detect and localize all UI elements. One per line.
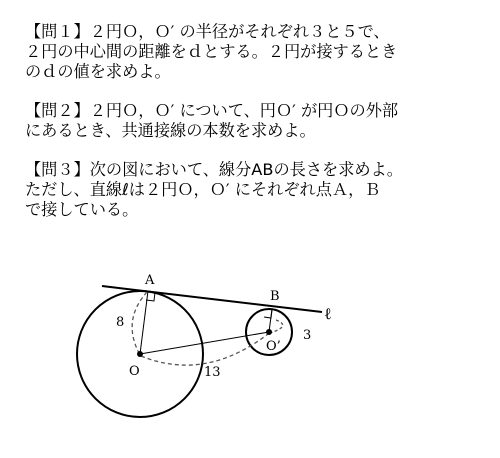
tangent-line bbox=[102, 286, 322, 312]
label-point-b: B bbox=[270, 289, 280, 304]
label-point-a: A bbox=[145, 273, 155, 288]
radius-3-brace bbox=[270, 320, 283, 333]
problem-3-line-2: ただし、直線ℓは２円Ｏ，Ｏ′ にそれぞれ点Ａ，Ｂ bbox=[25, 180, 381, 199]
label-line-l: ℓ bbox=[324, 304, 332, 323]
problem-1-line-2: ２円の中心間の距離をｄとする。２円が接するとき bbox=[25, 42, 398, 61]
center-o-prime-dot bbox=[266, 329, 272, 335]
problem-1-line-1: 【問１】２円Ｏ，Ｏ′ の半径がそれぞれ３と５で、 bbox=[25, 22, 390, 41]
problem-3-line-3: で接している。 bbox=[25, 200, 139, 219]
problem-1-line-3: のｄの値を求めよ。 bbox=[25, 62, 171, 81]
problem-2-line-1: 【問２】２円Ｏ，Ｏ′ について、円Ｏ′ が円Ｏの外部 bbox=[25, 101, 399, 120]
problem-2-line-2: にあるとき、共通接線の本数を求めよ。 bbox=[25, 121, 316, 140]
distance-13-brace bbox=[141, 334, 268, 365]
radius-8-brace bbox=[132, 292, 147, 353]
problem-3-line-1: 【問３】次の図において、線分ABの長さを求めよ。 bbox=[25, 160, 403, 179]
label-center-o: O bbox=[129, 364, 140, 379]
label-center-o-prime: O’ bbox=[266, 339, 281, 354]
label-radius-3: 3 bbox=[303, 328, 312, 343]
right-angle-mark-b bbox=[264, 310, 272, 318]
label-radius-8: 8 bbox=[116, 315, 125, 330]
label-distance-13: 13 bbox=[204, 365, 221, 380]
center-o-dot bbox=[137, 351, 143, 357]
